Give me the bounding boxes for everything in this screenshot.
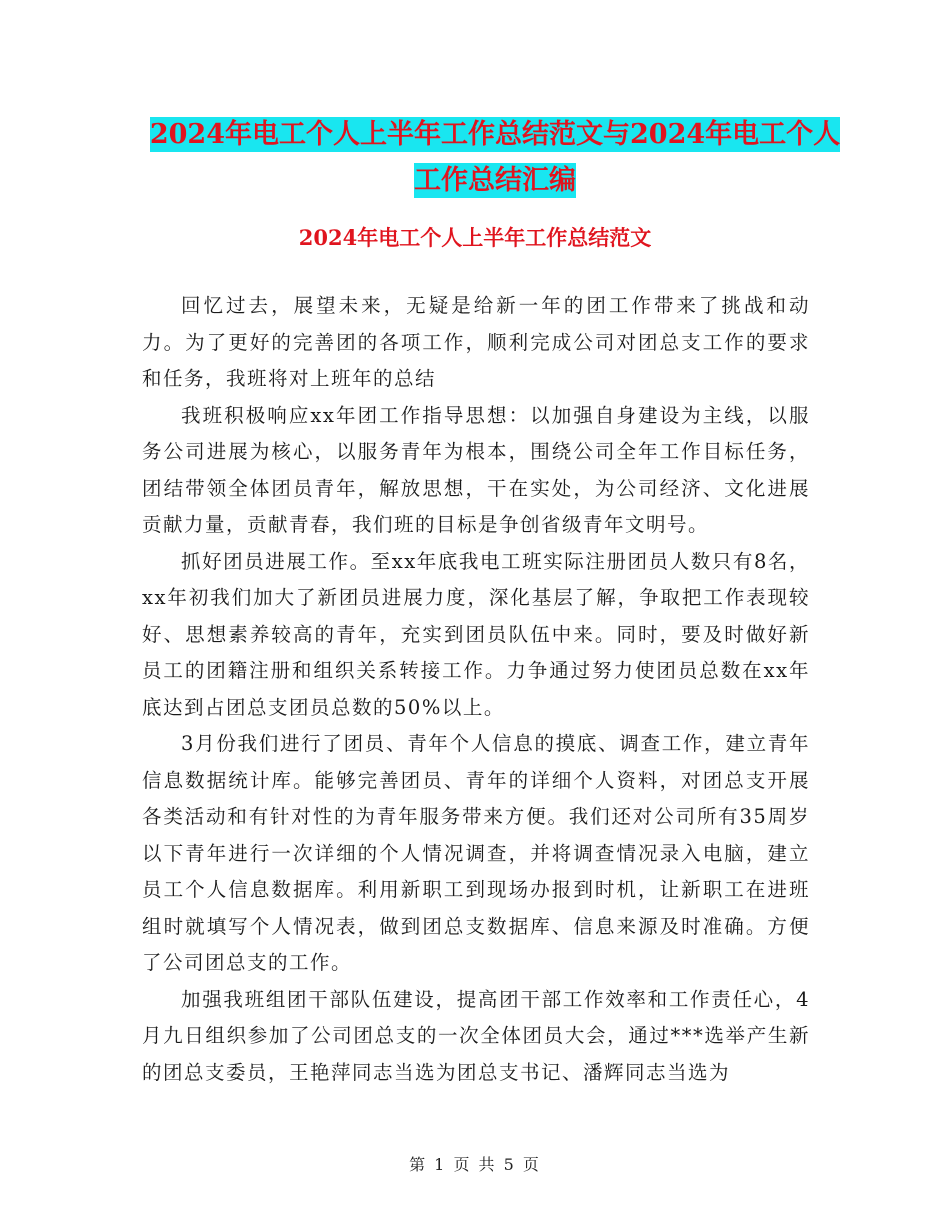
paragraph: 我班积极响应xx年团工作指导思想：以加强自身建设为主线，以服务公司进展为核心，以服务青年为根本，围绕公司全年工作目标任务，团结带领全体团员青年，解放思想，干在实处，为公司经济、文化进展贡献力量，贡献青春，我们班的目标是争创省级青年文明号。 — [142, 403, 810, 536]
document-body — [142, 288, 810, 1091]
paragraph: 回忆过去，展望未来，无疑是给新一年的团工作带来了挑战和动力。为了更好的完善团的各项工作，顺利完成公司对团总支工作的要求和任务，我班将对上班年的总结 — [142, 294, 810, 390]
paragraph: 加强我班组团干部队伍建设，提高团干部工作效率和工作责任心，4月九日组织参加了公司团总支的一次全体团员大会，通过***选举产生新的团总支委员，王艳萍同志当选为团总支书记、潘辉同志当选为 — [142, 987, 810, 1084]
paragraph: 抓好团员进展工作。至xx年底我电工班实际注册团员人数只有8名，xx年初我们加大了新团员进展力度，深化基层了解，争取把工作表现较好、思想素养较高的青年，充实到团员队伍中来。同时，要及时做好新员工的团籍注册和组织关系转接工作。力争通过努力使团员总数在xx年底达到占团总支团员总数的50%以上。 — [142, 549, 810, 719]
section-title: 2024年电工个人上半年工作总结范文 — [298, 225, 652, 250]
paragraph: 3月份我们进行了团员、青年个人信息的摸底、调查工作，建立青年信息数据统计库。能够完善团员、青年的详细个人资料，对团总支开展各类活动和有针对性的为青年服务带来方便。我们还对公司所有35周岁以下青年进行一次详细的个人情况调查，并将调查情况录入电脑，建立员工个人信息数据库。利用新职工到现场办报到时机，让新职工在进班组时就填写个人情况表，做到团总支数据库、信息来源及时准确。方便了公司团总支的工作。 — [142, 732, 810, 974]
page-footer: 第 1 页 共 5 页 — [409, 1155, 541, 1174]
document-title — [140, 112, 850, 204]
document-title-text: 2024年电工个人上半年工作总结范文与2024年电工个人工作总结汇编 — [149, 119, 841, 196]
